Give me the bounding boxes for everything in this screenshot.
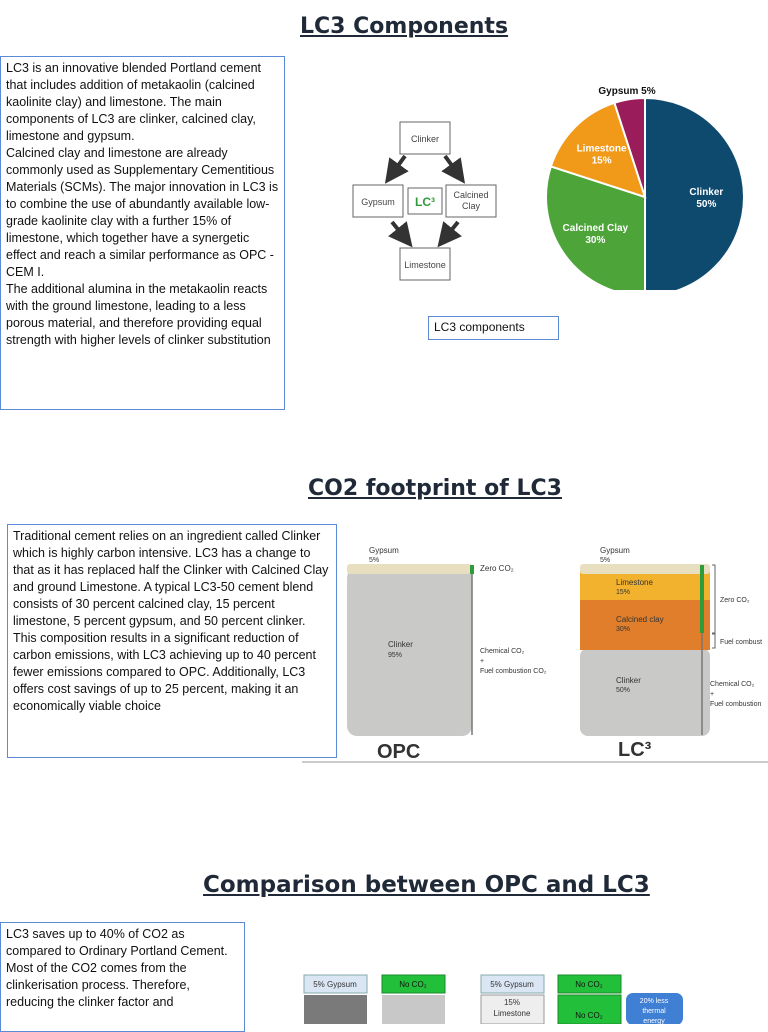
pie-label-clinker: Clinker <box>689 187 724 198</box>
lc3-chem-co2: Chemical CO₂ <box>710 681 755 688</box>
lc3-components-diagram <box>350 112 500 284</box>
lc3-clay-layer <box>580 600 710 650</box>
lc3-label: LC³ <box>618 739 652 761</box>
diagram-node-calcined-clay-label-2: Clay <box>461 201 481 211</box>
section-title-components: LC3 Components <box>300 14 509 39</box>
badge-line-2: thermal <box>642 1008 666 1015</box>
lc3-no-co2-label-2: No CO₂ <box>575 1011 603 1020</box>
lc3-fuel-co2: Fuel combustion <box>710 701 762 708</box>
components-paragraph-1: LC3 is an innovative blended Portland cement that includes addition of metakaolin (calcined kaolinite clay) and limestone. The main components of LC3 are clinker, calcined clay, limestone and gypsum. <box>6 61 262 143</box>
lc3-gypsum-block-label: 5% Gypsum <box>490 980 534 989</box>
diagram-center-label: LC³ <box>415 195 435 209</box>
lc3-limestone-pct: 15% <box>616 589 631 596</box>
diagram-node-limestone-label: Limestone <box>404 260 446 270</box>
opc-label: OPC <box>377 741 421 763</box>
diagram-node-clinker-label: Clinker <box>410 134 440 144</box>
opc-gypsum-label: Gypsum <box>369 546 399 555</box>
pie-label-limestone: Limestone <box>576 143 627 155</box>
comparison-blocks <box>300 972 700 1024</box>
opc-clinker-pct: 95% <box>388 652 403 659</box>
components-paragraph-3: The additional alumina in the metakaolin reacts with the ground limestone, leading to a less porous material, and therefore providing equal strength with higher levels of clinker substitution <box>6 282 271 347</box>
opc-no-co2-label: No CO₂ <box>399 980 427 989</box>
lc3-fuel-bracket <box>712 634 715 648</box>
lc3-limestone-block-label: Limestone <box>493 1009 531 1018</box>
pie-label-calcined-clay: Calcined Clay <box>562 223 629 235</box>
opc-zero-co2: Zero CO₂ <box>480 564 514 573</box>
components-paragraph-2: Calcined clay and limestone are already commonly used as Supplementary Cementitious Materials (SCMs). The major innovation in LC3 is to combine the use of abundantly available low-grade kaolinite clay with a further 15% of limestone, which together have a synergetic effect and reach a similar performance as OPC - CEM I. <box>6 146 279 279</box>
opc-clinker-block <box>304 995 367 1024</box>
lc3-clinker-label: Clinker <box>616 676 641 685</box>
opc-zero-co2-bar <box>470 565 474 574</box>
opc-chem-co2: Chemical CO₂ <box>480 648 525 655</box>
lc3-clinker-layer <box>580 648 710 736</box>
lc3-zero-bracket <box>712 565 715 633</box>
comparison-line-1: LC3 saves up to 40% of CO2 as compared to Ordinary Portland Cement. <box>6 927 228 958</box>
pie-label-limestone: 15% <box>591 155 612 167</box>
footprint-description <box>7 524 337 758</box>
lc3-components-pie-chart <box>535 70 755 290</box>
pie-label-calcined-clay: 30% <box>585 235 606 247</box>
figure-caption: LC3 components <box>428 316 559 340</box>
lc3-clay-pct: 30% <box>616 626 631 633</box>
lc3-zero-co2-bar <box>700 565 704 633</box>
lc3-plus: + <box>710 691 715 698</box>
lc3-zero-co2: Zero CO₂ <box>720 597 750 604</box>
lc3-clay-label: Calcined clay <box>616 615 664 624</box>
lc3-gypsum-label: Gypsum <box>600 546 630 555</box>
opc-fuel-co2: Fuel combustion CO₂ <box>480 668 547 675</box>
lc3-gypsum-pct: 5% <box>600 557 611 564</box>
section-title-comparison: Comparison between OPC and LC3 <box>203 872 650 898</box>
opc-clinker-label: Clinker <box>388 640 413 649</box>
badge-line-1: 20% less <box>639 998 669 1005</box>
comparison-line-2: Most of the CO2 comes from the clinkerisation process. Therefore, reducing the clinker factor and <box>6 961 190 1009</box>
opc-gypsum-block-label: 5% Gypsum <box>313 980 357 989</box>
lc3-limestone-block-pct: 15% <box>503 998 521 1007</box>
lc3-gypsum-layer <box>580 564 710 574</box>
lc3-fuel-short: Fuel combust <box>720 639 763 646</box>
opc-gypsum-layer <box>347 564 472 574</box>
opc-gypsum-pct: 5% <box>369 557 380 564</box>
comparison-description <box>0 922 245 1032</box>
opc-plus: + <box>480 658 485 665</box>
co2-footprint-bags <box>302 540 768 765</box>
diagram-node-calcined-clay-label: Calcined <box>453 190 489 200</box>
opc-co2-block <box>382 995 445 1024</box>
pie-label-clinker: 50% <box>696 199 717 210</box>
section-title-footprint: CO2 footprint of LC3 <box>308 476 562 501</box>
lc3-limestone-label: Limestone <box>616 578 653 587</box>
badge-line-3: energy <box>643 1018 665 1024</box>
pie-label-gypsum: Gypsum 5% <box>598 86 656 97</box>
diagram-node-gypsum-label: Gypsum <box>361 197 395 207</box>
lc3-no-co2-label: No CO₂ <box>575 980 603 989</box>
opc-bag <box>347 568 472 736</box>
lc3-clinker-pct: 50% <box>616 687 631 694</box>
components-description <box>0 56 285 410</box>
footprint-paragraph: Traditional cement relies on an ingredient called Clinker which is highly carbon intensive. LC3 has a change to that as it has replaced half the Clinker with Calcined Clay and ground Limestone. A typical LC3-50 cement blend consists of 30 percent calcined clay, 15 percent limestone, 5 percent gypsum, and 50 percent clinker. This composition results in a significant reduction of carbon emissions, with LC3 achieving up to 40 percent fewer emissions compared to OPC. Additionally, LC3 offers cost savings of up to 25 percent, making it an economically viable choice <box>13 529 329 713</box>
